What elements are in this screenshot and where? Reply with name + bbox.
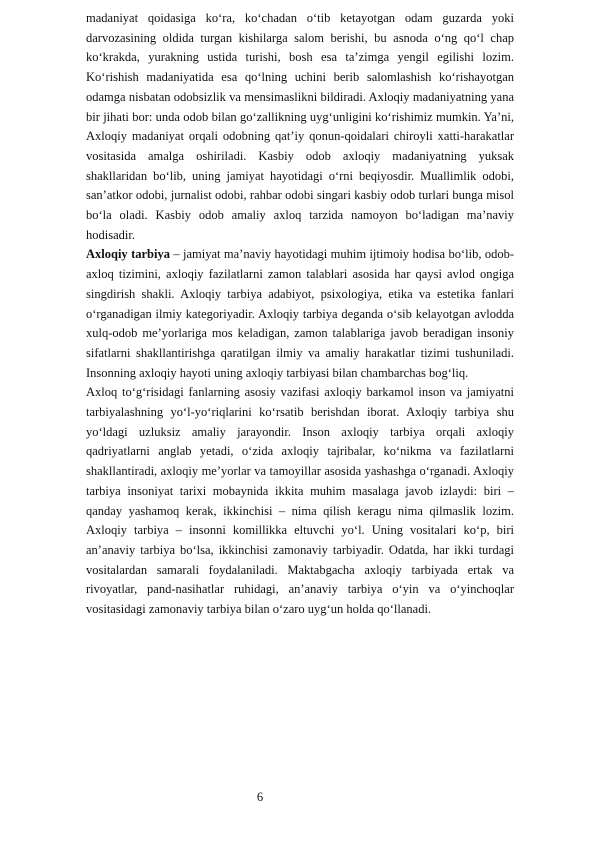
paragraph-axloq-fanlari: Axloq to‘g‘risidagi fanlarning asosiy vazifasi axloqiy barkamol inson va jamiyatni tarbiyalashning yo‘l-yo‘riqlarini ko‘rsatib berishdan iborat. Axloqiy tarbiya shu yo‘ldagi uzluksiz amaliy jarayondir. Inson axloqiy tarbiya orqali axloqiy qadriyatlarni anglab yetadi, o‘zida axloqiy tajribalar, ko‘nikma va fazilatlarni shakllantiradi, axloqiy me’yorlar va tamoyillar asosida yashashga o‘rganadi. Axloqiy tarbiya insoniyat tarixi mobaynida ikkita muhim masalaga javob izlaydi: biri – qanday yashamoq kerak, ikkinchisi – nima qilish keragu nima qilmaslik lozim. Axloqiy tarbiya – insonni komillikka eltuvchi yo‘l. Uning vositalari ko‘p, biri an’anaviy tarbiya bo‘lsa, ikkinchisi zamonaviy tarbiyadir. Odatda, har ikki turdagi vositalardan samarali foydalaniladi. Maktabgacha axloqiy tarbiyada ertak va rivoyatlar, pand-nasihatlar ruhidagi, an’anaviy tarbiya o‘yin va o‘yinchoqlar vositasidagi zamonaviy tarbiya bilan o‘zaro uyg‘un holda qo‘llanadi. [86, 385, 514, 617]
term-axloqiy-tarbiya: Axloqiy tarbiya [86, 247, 170, 262]
paragraph-kasbiy-odob: madaniyat qoidasiga ko‘ra, ko‘chadan o‘tib ketayotgan odam guzarda yoki darvozasining oldida turgan kishilarga salom berishi, bu asnoda o‘ng qo‘l chap ko‘krakda, yurakning ustida turishi, bosh esa ta’zimga yengil egilishi lozim. Ko‘rishish madaniyatida esa qo‘lning uchini berib salomlashish ko‘rishayotgan odamga nisbatan odobsizlik va mensimaslikni bildiradi. Axloqiy madaniyatning yana bir jihati bor: unda odob bilan go‘zallikning uyg‘unligini ko‘rishimiz mumkin. Ya’ni, Axloqiy madaniyat orqali odobning qat’iy qonun-qoidalari chiroyli xatti-harakatlar vositasida amalga oshiriladi. Kasbiy odob axloqiy madaniyatning yuksak shakllaridan bo‘lib, uning jamiyat hayotidagi o‘rni beqiyosdir. Muallimlik odobi, san’atkor odobi, jurnalist odobi, rahbar odobi singari kasbiy odob turlari bunga misol bo‘la oladi. Kasbiy odob amaliy axloq tarzida namoyon bo‘ladigan ma’naviy hodisadir. [86, 11, 514, 242]
document-body [86, 9, 514, 620]
paragraph-axloqiy-tarbiya [86, 245, 514, 383]
page-number: 6 [256, 790, 264, 804]
paragraph-text: – jamiyat ma’naviy hayotidagi muhim ijtimoiy hodisa bo‘lib, odob-axloq tizimini, axloqiy fazilatlarni zamon talablari asosida har qaysi avlod ongiga singdirish shakli. Axloqiy tarbiya adabiyot, psixologiya, etika va estetika fanlari o‘rganadigan ilmiy kategoriyadir. Axloqiy tarbiya deganda o‘sib kelayotgan avlodda xulq-odob me’yorlariga mos keladigan, zamon talablariga javob beradigan insoniy sifatlarni shakllantirishga qaratilgan ilmiy va amaliy harakatlar tizimi tushuniladi. Insonning axloqiy hayoti uning axloqiy tarbiyasi bilan chambarchas bog‘liq. [86, 247, 515, 380]
